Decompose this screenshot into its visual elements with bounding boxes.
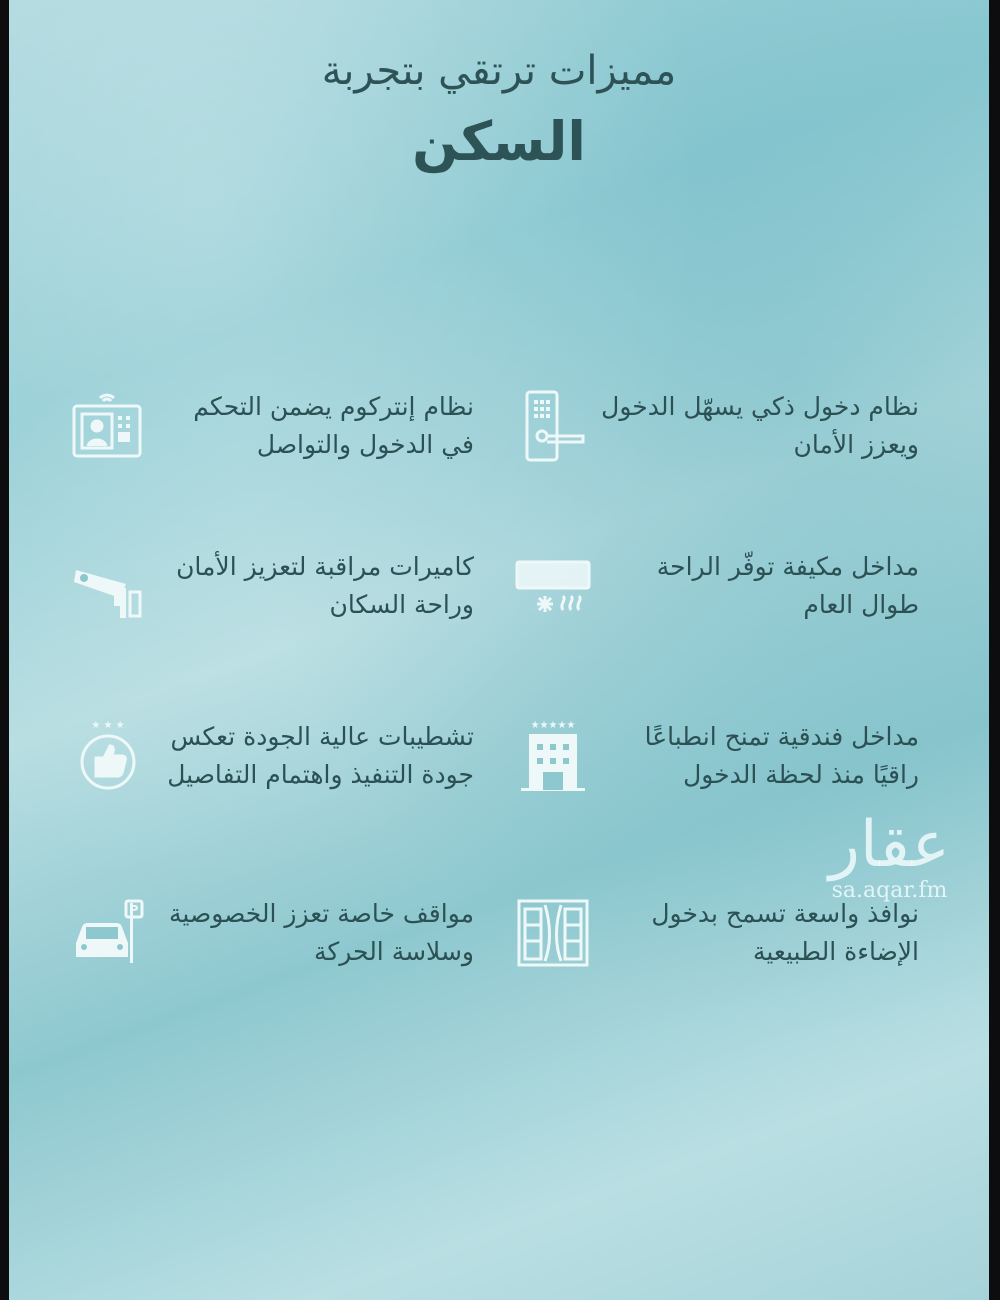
feature-intercom [70, 388, 474, 464]
thumbs-up-icon [70, 718, 146, 794]
hotel-icon [515, 718, 591, 794]
smart-lock-icon [515, 388, 591, 464]
title-line-2: السكن [412, 110, 586, 173]
poster [9, 0, 989, 1300]
security-camera-icon [70, 548, 146, 624]
feature-text: مواقف خاصة تعزز الخصوصية وسلاسة الحركة [169, 899, 474, 966]
feature-smart-lock [515, 388, 919, 464]
watermark-url: sa.aqar.fm [831, 878, 948, 903]
aqar-watermark [829, 808, 950, 903]
watermark-logo: عقار [829, 808, 950, 882]
feature-windows [515, 895, 919, 971]
title-line-1: مميزات ترتقي بتجربة [321, 48, 677, 94]
feature-text: نظام دخول ذكي يسهّل الدخول ويعزز الأمان [601, 392, 919, 459]
window-icon [515, 895, 591, 971]
feature-text: نظام إنتركوم يضمن التحكم في الدخول والتواصل [193, 392, 474, 459]
feature-finishes [70, 718, 474, 794]
intercom-icon [70, 388, 146, 464]
feature-text: تشطيبات عالية الجودة تعكس جودة التنفيذ واهتمام التفاصيل [167, 722, 474, 789]
feature-text: مداخل مكيفة توفّر الراحة طوال العام [656, 552, 919, 619]
air-conditioner-icon [515, 548, 591, 624]
svg-text:★★★★★: ★★★★★ [530, 720, 576, 731]
feature-air-conditioning [515, 548, 919, 624]
svg-text:P: P [129, 903, 139, 917]
feature-text: كاميرات مراقبة لتعزيز الأمان وراحة السكان [176, 552, 474, 619]
svg-text:★ ★ ★: ★ ★ ★ [91, 720, 125, 731]
feature-text: مداخل فندقية تمنح انطباعًا راقيًا منذ لحظة الدخول [644, 722, 919, 789]
feature-cameras [70, 548, 474, 624]
feature-text: نوافذ واسعة تسمح بدخول الإضاءة الطبيعية [651, 899, 919, 966]
feature-parking [70, 895, 474, 971]
parking-icon [70, 895, 146, 971]
feature-hotel-entrances [515, 718, 919, 794]
